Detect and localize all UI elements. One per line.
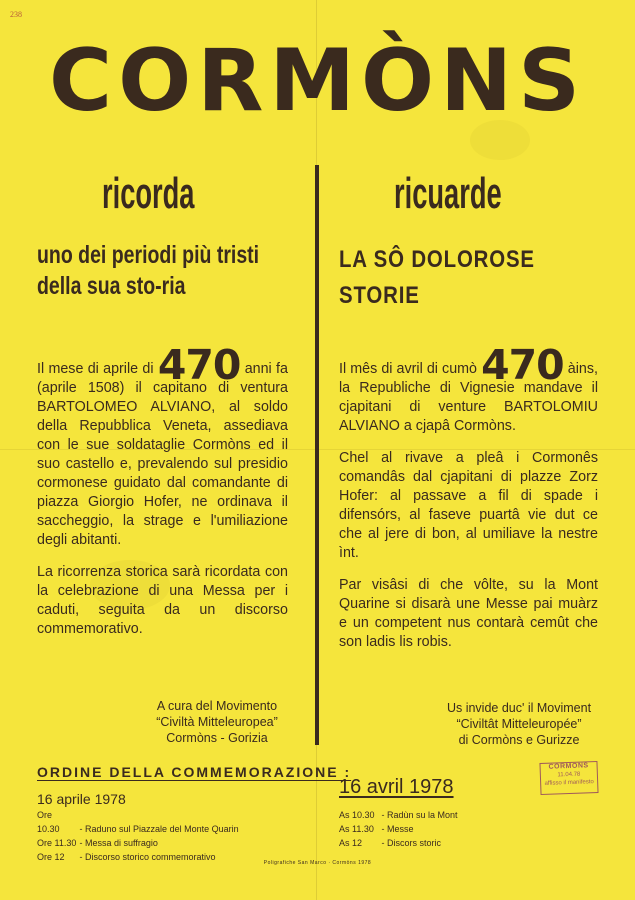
schedule-row bbox=[339, 822, 458, 836]
left-credit-line-2: “Civiltà Mitteleuropea” bbox=[156, 715, 278, 729]
right-credit-line-1: Us invide duc' il Moviment bbox=[446, 701, 592, 715]
left-paragraph-1-start: Il mese di aprile di bbox=[37, 361, 154, 377]
right-credit bbox=[414, 700, 624, 748]
schedule-time: Ore 12 bbox=[37, 852, 65, 862]
stamp-note: affisso il manifesto bbox=[544, 779, 594, 787]
schedule-time: As 11.30 bbox=[339, 824, 374, 834]
left-paragraph-1 bbox=[37, 341, 288, 550]
left-anniversary-number: 470 bbox=[157, 341, 241, 389]
schedule-row bbox=[37, 836, 239, 850]
schedule-desc: - Discors storic bbox=[381, 838, 442, 848]
left-paragraph-1-rest: anni fa (aprile 1508) il capitano di ventura BARTOLOMEO ALVIANO, al soldo della Repubblica Veneta, assediava con le sue soldataglie Cormòns ed il suo castello e, prevalendo sul presidio cormonese guidato dal comandante di piazza Giorgio Hofer, ne ordinava il saccheggio, la strage e l'umiliazione degli abitanti. bbox=[37, 361, 288, 548]
left-paragraph-2: La ricorrenza storica sarà ricordata con la celebrazione di una Messa per i caduti, seguita da un discorso commemorativo. bbox=[37, 564, 288, 637]
schedule-desc: - Raduno sul Piazzale del Monte Quarin bbox=[79, 824, 239, 834]
right-anniversary-number: 470 bbox=[481, 341, 564, 389]
right-paragraph-1-rest: àins, la Republiche di Vignesie mandave il cjapitani di venture BARTOLOMIU ALVIANO a cjapâ Cormòns. bbox=[339, 361, 598, 434]
printer-credit: Poligrafiche San Marco · Cormòns 1978 bbox=[263, 860, 372, 866]
schedule-time: As 10.30 bbox=[339, 810, 375, 820]
right-subtitle-line-2: STORIE bbox=[339, 282, 420, 309]
schedule-desc: - Messa di suffragio bbox=[79, 838, 158, 848]
schedule-row bbox=[339, 836, 458, 850]
schedule-desc: - Messe bbox=[381, 824, 414, 834]
right-credit-line-2: “Civiltât Mitteleuropée” bbox=[456, 717, 582, 731]
stamp-date: 11.04.78 bbox=[557, 771, 581, 779]
schedule-desc: - Radùn su la Mont bbox=[381, 810, 458, 820]
left-credit-line-1: A cura del Movimento bbox=[156, 699, 278, 713]
left-credit-line-3: Cormòns - Gorizia bbox=[166, 731, 268, 745]
right-paragraph-1-start: Il mês di avril di cumò bbox=[339, 361, 478, 377]
right-paragraph-1 bbox=[339, 341, 598, 436]
schedule-row bbox=[339, 808, 458, 822]
right-paragraph-2: Chel al rivave a pleâ i Cormonês comandâs dal cjapitani di plazze Zorz Hofer: al passave a fil di spade i difensórs, al faseve puartâ vie dut ce che al jere di bon, al umiliave la nestre ìnt. bbox=[339, 450, 598, 561]
left-verb: ricorda bbox=[102, 169, 195, 218]
right-paragraph-3: Par visâsi di che vôlte, su la Mont Quarine si disarà une Messe pai muàrz e un competent nus contarà cemût che son ladis lis robis. bbox=[339, 577, 598, 650]
schedule-row bbox=[37, 808, 239, 836]
left-credit bbox=[117, 698, 317, 746]
right-subtitle bbox=[339, 242, 620, 314]
left-subtitle: uno dei periodi più tristi della sua sto-ria bbox=[37, 241, 260, 300]
right-schedule bbox=[339, 808, 458, 850]
stamp-title: CORMONS bbox=[548, 762, 589, 771]
right-subtitle-line-1: LA SÔ DOLOROSE bbox=[339, 246, 535, 273]
right-verb: ricuarde bbox=[394, 169, 502, 218]
right-credit-line-3: di Cormòns e Gurizze bbox=[458, 733, 580, 747]
left-schedule bbox=[37, 808, 239, 864]
column-divider bbox=[315, 165, 319, 745]
archive-number: 238 bbox=[10, 10, 22, 19]
schedule-desc: - Discorso storico commemorativo bbox=[79, 852, 216, 862]
schedule-time: Ore 10.30 bbox=[37, 810, 60, 834]
order-heading: ORDINE DELLA COMMEMORAZIONE : bbox=[37, 764, 352, 780]
schedule-time: Ore 11.30 bbox=[37, 838, 77, 848]
right-body bbox=[339, 341, 598, 652]
schedule-time: As 12 bbox=[339, 838, 363, 848]
right-date: 16 avril 1978 bbox=[339, 776, 454, 798]
approval-stamp bbox=[539, 761, 598, 795]
left-body bbox=[37, 341, 288, 639]
left-date: 16 aprile 1978 bbox=[37, 791, 126, 807]
poster-title: CORMÒNS bbox=[48, 31, 587, 131]
